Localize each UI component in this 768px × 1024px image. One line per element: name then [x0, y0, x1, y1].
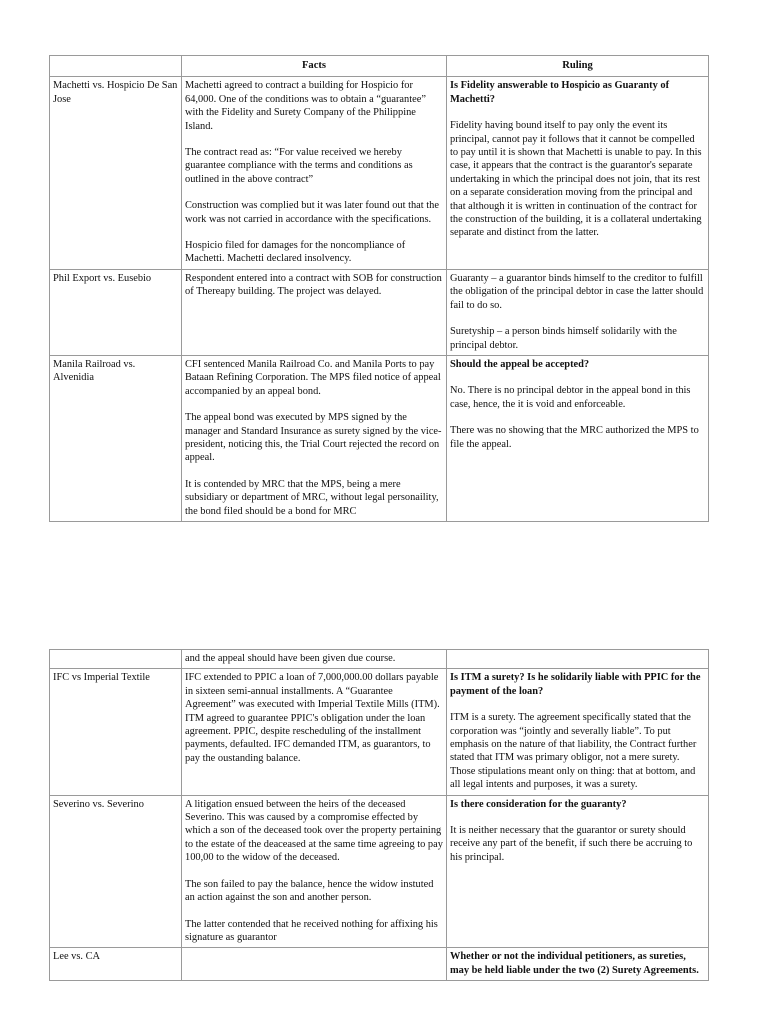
- facts-cell: [182, 669, 447, 795]
- header-case: [50, 56, 182, 77]
- ruling-question: Whether or not the individual petitioners, as sureties, may be held liable under the two (2) Surety Agreements.: [450, 951, 699, 976]
- ruling-paragraph: Suretyship – a person binds himself solidarily with the principal debtor.: [450, 326, 677, 351]
- facts-paragraph: A litigation ensued between the heirs of the deceased Severino. This was caused by a compromise effected by which a son of the deceased took over the property pertaining to the estate of the deaceased at the same time agreeing to pay 100,00 to the widow of the deceased.: [185, 798, 443, 864]
- facts-paragraph: The appeal bond was executed by MPS signed by the manager and Standard Insurance as surety signed by the vice-president, noticing this, the Trial Court rejected the record on appeal.: [185, 412, 442, 464]
- ruling-question: Is ITM a surety? Is he solidarily liable with PPIC for the payment of the loan?: [450, 672, 701, 697]
- case-name: Severino vs. Severino: [50, 795, 182, 948]
- case-digest-table: [49, 55, 709, 522]
- facts-paragraph: Hospicio filed for damages for the noncompliance of Machetti. Machetti declared insolvency.: [185, 240, 406, 265]
- facts-paragraph: It is contended by MRC that the MPS, being a mere subsidiary or department of MRC, without legal personaility, the bond filed should be a bond for MRC: [185, 478, 439, 517]
- facts-cell: [182, 795, 447, 948]
- case-name-empty: [50, 650, 182, 669]
- ruling-empty: [447, 650, 709, 669]
- facts-paragraph: Construction was complied but it was later found out that the work was not carried in accordance with the specifications.: [185, 200, 439, 225]
- ruling-cell: [447, 795, 709, 948]
- facts-paragraph: The son failed to pay the balance, hence the widow instuted an action against the son and another person.: [185, 878, 434, 904]
- facts-paragraph: CFI sentenced Manila Railroad Co. and Manila Ports to pay Bataan Refining Corporation. The MPS filed notice of appeal accompanied by an appeal bond.: [185, 358, 441, 397]
- facts-paragraph: The latter contended that he received nothing for affixing his signature as guarantor: [185, 918, 438, 943]
- facts-paragraph: The contract read as: “For value received we hereby guarantee compliance with the terms and conditions as outlined in the above contract”: [185, 147, 413, 185]
- facts-cell: [182, 269, 447, 355]
- ruling-cell: [447, 948, 709, 981]
- ruling-cell: [447, 77, 709, 269]
- ruling-paragraph: ITM is a surety. The agreement specifically stated that the corporation was “jointly and severally liable”. To put emphasis on the nature of that liability, the Contract further stated that ITM was primary obligor, not a mere surety. Those stipulations meant only on thing: that at bottom, and all legal intents and purposes, it was a surety.: [450, 712, 697, 791]
- case-digest-table-page-2: [49, 649, 708, 981]
- table-row-continuation: [50, 650, 709, 669]
- header-row: [50, 56, 709, 77]
- facts-paragraph: Machetti agreed to contract a building for Hospicio for 64,000. One of the conditions was to obtain a “guarantee” with the Fidelity and Surety Company of the Philippine Island.: [185, 80, 426, 132]
- table-row: [50, 795, 709, 948]
- case-digest-table: [49, 649, 709, 981]
- facts-continuation: and the appeal should have been given due course.: [182, 650, 447, 669]
- ruling-cell: [447, 669, 709, 795]
- header-ruling: Ruling: [447, 56, 709, 77]
- ruling-paragraph: Guaranty – a guarantor binds himself to the creditor to fulfill the obligation of the principal debtor in case the latter should fail to do so.: [450, 272, 704, 311]
- facts-cell: [182, 355, 447, 521]
- facts-cell: [182, 948, 447, 981]
- case-name: Lee vs. CA: [50, 948, 182, 981]
- facts-cell: [182, 77, 447, 269]
- table-row: [50, 948, 709, 981]
- ruling-cell: [447, 269, 709, 355]
- ruling-question: Is there consideration for the guaranty?: [450, 798, 627, 810]
- table-row: [50, 77, 709, 269]
- ruling-paragraph: No. There is no principal debtor in the appeal bond in this case, hence, the it is void and enforceable.: [450, 385, 691, 410]
- header-facts: Facts: [182, 56, 447, 77]
- ruling-question: Should the appeal be accepted?: [450, 358, 590, 370]
- table-row: [50, 355, 709, 521]
- case-name: Phil Export vs. Eusebio: [50, 269, 182, 355]
- ruling-paragraph: There was no showing that the MRC authorized the MPS to file the appeal.: [450, 425, 699, 450]
- case-digest-table-page-1: [49, 55, 708, 522]
- ruling-paragraph: Fidelity having bound itself to pay only the event its principal, cannot pay it follows that it cannot be compelled to pay until it is shown that Machetti is unable to pay. In this case, it appears that the contract is the guarantor's separate undertaking in which the principal does not join, that its rest on a separate consideration moving from the principal and that although it is written in continuation of the contract for the construction of the building, it is a collateral undertaking separate and distinct from the latter.: [450, 120, 702, 239]
- table-row: [50, 269, 709, 355]
- case-name: Manila Railroad vs. Alvenidia: [50, 355, 182, 521]
- case-name: Machetti vs. Hospicio De San Jose: [50, 77, 182, 269]
- table-row: [50, 669, 709, 795]
- case-name: IFC vs Imperial Textile: [50, 669, 182, 795]
- ruling-cell: [447, 355, 709, 521]
- ruling-paragraph: It is neither necessary that the guarantor or surety should receive any part of the benefit, if such there be accruing to his principal.: [450, 825, 693, 863]
- facts-paragraph: IFC extended to PPIC a loan of 7,000,000.00 dollars payable in sixteen semi-annual installments. A “Guarantee Agreement” was executed with Imperial Textile Mills (ITM). ITM agreed to guarantee PPIC's obligation under the loan agreement. PPIC, despite rescheduling of the installment payments, defaulted. IFC demanded ITM, as guarantors, to pay the oustanding balance.: [185, 672, 440, 764]
- facts-paragraph: Respondent entered into a contract with SOB for construction of Thereapy building. The project was delayed.: [185, 272, 442, 298]
- ruling-question: Is Fidelity answerable to Hospicio as Guaranty of Machetti?: [450, 80, 670, 105]
